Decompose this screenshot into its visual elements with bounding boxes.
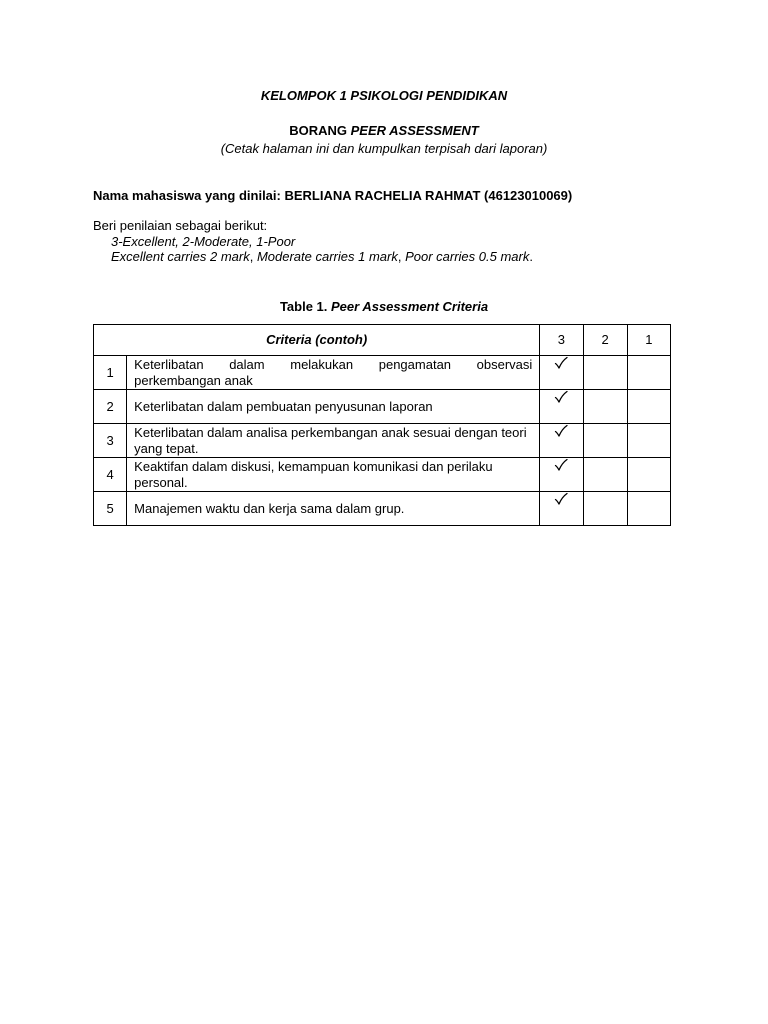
weight-excellent: Excellent carries 2 mark <box>111 249 250 264</box>
row-criteria: Keterlibatan dalam melakukan pengamatan observasi perkembangan anak <box>127 356 540 390</box>
score-3-cell[interactable] <box>540 424 583 458</box>
student-name-value: BERLIANA RACHELIA RAHMAT (46123010069) <box>284 188 573 203</box>
scoring-intro: Beri penilaian sebagai berikut: <box>93 218 268 233</box>
form-title-prefix: BORANG <box>289 123 351 138</box>
score-3-cell[interactable] <box>540 356 583 390</box>
score-1-cell[interactable] <box>627 356 670 390</box>
row-criteria: Keterlibatan dalam pembuatan penyusunan laporan <box>127 390 540 424</box>
score-2-cell[interactable] <box>583 356 627 390</box>
scoring-weights: Excellent carries 2 mark, Moderate carries 1 mark, Poor carries 0.5 mark. <box>111 249 533 264</box>
checkmark-icon <box>554 356 568 370</box>
score-2-cell[interactable] <box>583 458 627 492</box>
score-3-cell[interactable] <box>540 458 583 492</box>
checkmark-icon <box>554 458 568 472</box>
table-row <box>94 356 671 390</box>
header-score-2: 2 <box>583 325 627 356</box>
form-instruction: (Cetak halaman ini dan kumpulkan terpisah dari laporan) <box>220 141 548 156</box>
score-1-cell[interactable] <box>627 492 670 526</box>
table-caption <box>0 299 768 315</box>
table-row <box>94 424 671 458</box>
header-score-3: 3 <box>540 325 583 356</box>
weight-moderate: Moderate carries 1 mark <box>256 249 398 264</box>
header-criteria: Criteria (contoh) <box>94 325 540 356</box>
checkmark-icon <box>554 492 568 506</box>
table-row <box>94 492 671 526</box>
checkmark-icon <box>554 390 568 404</box>
score-1-cell[interactable] <box>627 458 670 492</box>
form-title-italic: PEER ASSESSMENT <box>350 123 479 138</box>
row-number: 1 <box>94 356 127 390</box>
score-1-cell[interactable] <box>627 390 670 424</box>
group-title: KELOMPOK 1 PSIKOLOGI PENDIDIKAN <box>260 88 508 103</box>
row-number: 4 <box>94 458 127 492</box>
student-name-line <box>93 188 572 204</box>
row-criteria: Manajemen waktu dan kerja sama dalam grup. <box>127 492 540 526</box>
score-1-cell[interactable] <box>627 424 670 458</box>
score-3-cell[interactable] <box>540 492 583 526</box>
weight-poor: Poor carries 0.5 mark <box>405 249 530 264</box>
peer-assessment-table <box>93 324 671 526</box>
table-body <box>94 356 671 526</box>
table-caption-italic: Peer Assessment Criteria <box>331 299 489 314</box>
table-row <box>94 458 671 492</box>
score-2-cell[interactable] <box>583 492 627 526</box>
row-criteria: Keterlibatan dalam analisa perkembangan anak sesuai dengan teori yang tepat. <box>127 424 540 458</box>
row-number: 2 <box>94 390 127 424</box>
table-row <box>94 390 671 424</box>
header-score-1: 1 <box>627 325 670 356</box>
row-number: 5 <box>94 492 127 526</box>
score-3-cell[interactable] <box>540 390 583 424</box>
checkmark-icon <box>554 424 568 438</box>
student-name-label: Nama mahasiswa yang dinilai: <box>93 188 285 203</box>
table-caption-prefix: Table 1. <box>279 299 331 314</box>
scoring-scale: 3-Excellent, 2-Moderate, 1-Poor <box>111 234 296 249</box>
score-2-cell[interactable] <box>583 390 627 424</box>
row-criteria: Keaktifan dalam diskusi, kemampuan komunikasi dan perilaku personal. <box>127 458 540 492</box>
row-number: 3 <box>94 424 127 458</box>
score-2-cell[interactable] <box>583 424 627 458</box>
table-header-row <box>94 325 671 356</box>
form-title <box>0 123 768 139</box>
